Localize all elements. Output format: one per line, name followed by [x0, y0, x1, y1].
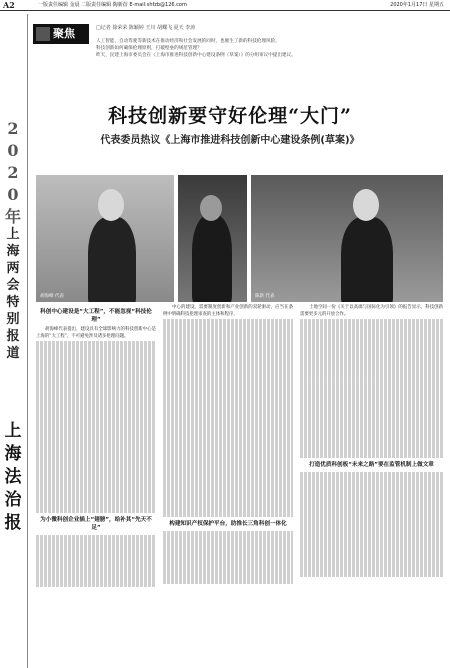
text-line: [300, 339, 443, 346]
text-line: [300, 518, 443, 525]
text-line: [163, 531, 293, 538]
logo-char: 法: [4, 467, 22, 487]
text-line: [36, 354, 156, 361]
text-line: [300, 478, 443, 485]
page-number: A2: [3, 0, 15, 10]
article-column-2: [163, 305, 293, 584]
text-line: [36, 381, 156, 388]
text-line: [36, 568, 156, 575]
text-line: [300, 531, 443, 538]
text-line: [300, 538, 443, 545]
text-line: [300, 372, 443, 379]
text-line: [163, 464, 293, 471]
photo-meeting: [178, 175, 247, 302]
text-line: [163, 392, 293, 399]
text-line: [36, 453, 156, 460]
text-line: [163, 544, 293, 551]
text-line: [300, 491, 443, 498]
text-line: [300, 359, 443, 366]
article-column-1: [36, 305, 156, 587]
text-line: [36, 581, 156, 588]
text-line: [163, 332, 293, 339]
text-line: [36, 541, 156, 548]
text-line: [36, 420, 156, 427]
text-line: [163, 346, 293, 353]
text-line: [163, 538, 293, 545]
text-line: [163, 564, 293, 571]
column-heading: 科创中心建设是“大工程”，不能忽视“科技伦理”: [40, 309, 152, 323]
column-heading: 为小微科创企业插上“翅膀”，给补其“先天不足”: [40, 516, 152, 531]
lead-line: 昨天，民建上海市委员会在《上海市推进科技创新中心建设条例（草案）》的分组审议中提出建议。: [96, 53, 296, 58]
text-line: [163, 484, 293, 491]
text-line: [300, 431, 443, 438]
text-line: [300, 332, 443, 339]
text-line: [36, 434, 156, 441]
person-head: [200, 195, 222, 221]
report-char: 报: [6, 329, 20, 344]
photo-caption: 胡海峰 代表: [40, 294, 64, 299]
person-figure: [192, 215, 232, 302]
text-line: [163, 444, 293, 451]
text-line: [163, 451, 293, 458]
sidebar-report-title: [4, 226, 22, 362]
photo-caption: 陈新 代表: [255, 294, 275, 299]
text-line: [300, 392, 443, 399]
text-line: [163, 398, 293, 405]
text-line: [163, 504, 293, 511]
section-icon: [36, 27, 50, 41]
text-line: [300, 319, 443, 326]
lead-paragraph: [96, 38, 442, 59]
year-char: 年: [4, 207, 21, 226]
logo-char: 海: [4, 444, 22, 464]
text-line: [300, 564, 443, 571]
text-line: [300, 544, 443, 551]
text-line: [163, 551, 293, 558]
text-line: [300, 405, 443, 412]
text-line: [163, 319, 293, 326]
text-line: [300, 326, 443, 333]
text-line: [300, 571, 443, 578]
text-line: [36, 341, 156, 348]
text-line: [163, 372, 293, 379]
text-line: [163, 339, 293, 346]
text-line: [36, 499, 156, 506]
text-line: [36, 535, 156, 542]
year-char: 2: [7, 119, 19, 138]
text-line: [300, 551, 443, 558]
text-line: [300, 365, 443, 372]
text-line: [300, 385, 443, 392]
text-line: [163, 352, 293, 359]
report-char: 道: [6, 346, 20, 361]
text-line: [300, 418, 443, 425]
text-line: [300, 398, 443, 405]
text-line: [36, 407, 156, 414]
lead-line: 科技创新如何确保伦理原则，打破壁垒的规范管理？: [96, 46, 202, 51]
text-line: [36, 486, 156, 493]
person-figure: [341, 217, 393, 302]
text-line: [300, 524, 443, 531]
text-line: [163, 497, 293, 504]
paragraph: 土地空间一份《关于以高端与国际化为引领》的报告显示，科技创新需要更多元的开放合作。: [300, 305, 443, 317]
text-line: [300, 498, 443, 505]
text-line: [163, 425, 293, 432]
text-line: [36, 387, 156, 394]
text-line: [36, 348, 156, 355]
report-char: 会: [6, 278, 20, 293]
report-char: 上: [6, 227, 20, 242]
text-line: [36, 414, 156, 421]
person-head: [353, 189, 379, 221]
text-line: [163, 557, 293, 564]
headline: 科技创新要守好伦理“大门”: [108, 105, 352, 127]
text-line: [300, 505, 443, 512]
year-char: 0: [7, 185, 19, 204]
text-line: [300, 425, 443, 432]
logo-char: 报: [4, 513, 22, 533]
text-line: [163, 385, 293, 392]
person-figure: [88, 217, 136, 302]
report-char: 海: [6, 244, 20, 259]
text-line: [163, 471, 293, 478]
logo-char: 上: [4, 421, 22, 441]
year-char: 2: [7, 163, 19, 182]
text-line: [163, 359, 293, 366]
report-char: 别: [6, 312, 20, 327]
text-line: [300, 511, 443, 518]
text-line: [36, 506, 156, 513]
divider: [27, 14, 28, 668]
masthead-editors: 一版责任编辑 金晨 二版责任编辑 陶新蓓 E-mail:shfzb@126.com: [38, 2, 187, 8]
subheadline: 代表委员热议《上海市推进科技创新中心建设条例(草案)》: [100, 135, 360, 146]
text-line: [36, 480, 156, 487]
text-line: [163, 571, 293, 578]
text-line: [163, 510, 293, 517]
text-line: [163, 412, 293, 419]
sidebar: [0, 14, 26, 668]
section-label: [33, 24, 89, 44]
text-line: [163, 491, 293, 498]
photo-delegate-1: [36, 175, 174, 302]
article-column-3: [300, 305, 443, 577]
text-line: [300, 346, 443, 353]
text-line: [36, 554, 156, 561]
text-line: [36, 473, 156, 480]
report-char: 特: [6, 295, 20, 310]
masthead-date: 2020年1月17日 星期五: [390, 2, 444, 8]
text-line: [163, 431, 293, 438]
lead-line: 人工智能、自动驾驶等新技术在推动经济和社会发展的同时，也催生了新的科技伦理风险。: [96, 39, 280, 44]
text-line: [36, 574, 156, 581]
text-line: [36, 374, 156, 381]
text-line: [36, 361, 156, 368]
text-line: [36, 368, 156, 375]
person-head: [98, 189, 124, 221]
text-line: [163, 326, 293, 333]
sidebar-year: [3, 118, 23, 228]
text-line: [36, 561, 156, 568]
text-line: [300, 557, 443, 564]
masthead: [0, 0, 450, 11]
text-line: [163, 438, 293, 445]
text-line: [36, 460, 156, 467]
text-line: [36, 394, 156, 401]
text-line: [300, 472, 443, 479]
text-line: [36, 401, 156, 408]
text-line: [36, 440, 156, 447]
text-line: [36, 447, 156, 454]
text-line: [300, 352, 443, 359]
text-line: [300, 412, 443, 419]
report-char: 两: [6, 261, 20, 276]
paragraph: 中心的建设，需要制度创新和产业创新的双轮驱动，应当在条例中明确科技伦理审查的主体和程序。: [163, 305, 293, 317]
text-line: [300, 379, 443, 386]
text-line: [163, 577, 293, 584]
text-line: [36, 493, 156, 500]
column-heading: 构建知识产权保护平台，助推长三角科创一体化: [169, 521, 287, 527]
photo-delegate-2: [251, 175, 443, 302]
text-line: [300, 438, 443, 445]
text-line: [163, 418, 293, 425]
text-line: [36, 427, 156, 434]
text-line: [163, 477, 293, 484]
year-char: 0: [7, 141, 19, 160]
text-line: [36, 466, 156, 473]
text-line: [300, 451, 443, 458]
logo-char: 治: [4, 490, 22, 510]
text-line: [300, 485, 443, 492]
text-line: [163, 405, 293, 412]
byline: □记者 徐荣荣 陈颖婷 王川 胡蝶飞 夏天 李涛: [96, 25, 196, 31]
paragraph: 胡海峰代表提出，建设具有全球影响力的科技创新中心是上海的“大工程”，不可避免涉及诸多伦理问题。: [36, 327, 156, 339]
text-line: [163, 365, 293, 372]
text-line: [36, 548, 156, 555]
text-line: [300, 444, 443, 451]
text-line: [163, 379, 293, 386]
section-label-text: 聚焦: [53, 27, 75, 40]
newspaper-logo: [2, 420, 24, 535]
text-line: [163, 458, 293, 465]
column-heading: 打造优质科创板“未来之路”要在监管机制上做文章: [309, 461, 434, 468]
